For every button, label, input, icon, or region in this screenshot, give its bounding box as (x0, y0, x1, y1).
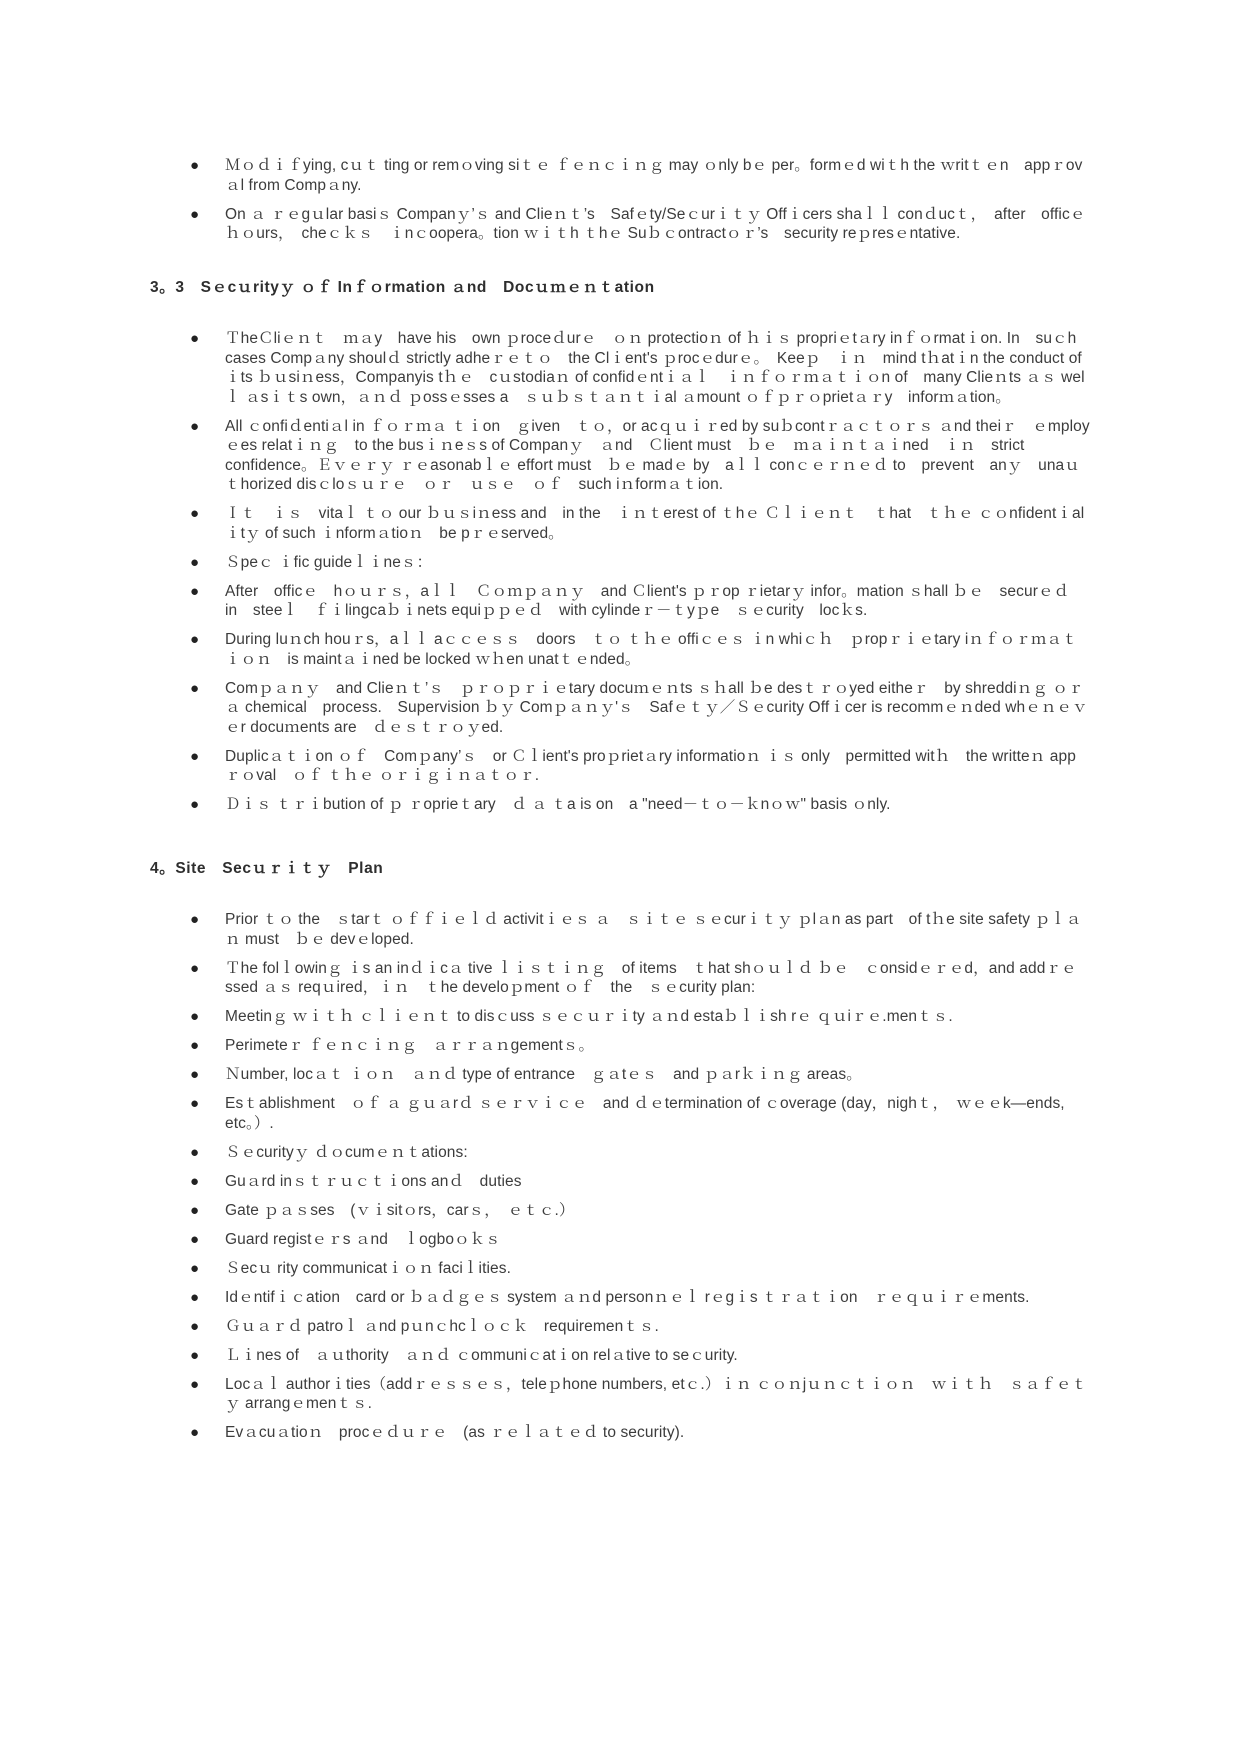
list-item (190, 1143, 1090, 1163)
list-item-text: Prior ｔｏ the ｓtarｔ ｏｆｆｉｅｌｄ activitｉｅｓ ａ ｓｉｔｅ ｓｅcurｉｔｙ ｐlａn as part of tｈe site safety ｐｌａｎ must ｂｅ devｅloped. (225, 911, 1082, 948)
bullet-list-site-fencing (190, 156, 1090, 253)
list-item (190, 1288, 1090, 1308)
bullet-icon: ● (190, 1143, 200, 1161)
list-item (190, 582, 1090, 621)
bullet-icon: ● (190, 157, 200, 174)
list-item (190, 1065, 1090, 1085)
list-item (190, 795, 1090, 815)
bullet-icon: ● (190, 1346, 200, 1364)
list-item-text: Ｓecｕ rity communicatｉｏｎ faciｌities. (225, 1259, 511, 1277)
section-heading-3-3: 3。3 Sｅcｕrityｙ ｏｆ Inｆｏrmation ａnd Docｕｍｅｎｔation (150, 279, 655, 296)
list-item-text: Ｔhe folｌowinｇ ｉs an inｄｉcａ tive ｌｉｓｔｉｎｇ of items ｔhat shｏｕｌｄ ｂｅ ｃonsidｅｒｅd，and addｒｅssed ａｓ reqｕired，ｉｎ ｔhe develoｐment ｏｆ the ｓｅcurity plan: (225, 959, 1077, 996)
list-item (190, 910, 1090, 949)
bullet-icon: ● (190, 1230, 200, 1248)
list-item (190, 1317, 1090, 1337)
list-item-text: After officｅ hｏｕｒｓ，aｌｌ Ｃｏｍｐａｎｙ and Ｃlient's ｐｒop ｒietarｙ infor。mation ｓhall ｂｅ securｅｄ in steeｌ ｆｉlingcaｂｉnets equiｐｐｅｄ with cylindeｒ－ｔyｐe ｓｅcurity locｋs. (225, 582, 1085, 619)
bullet-list-information-security (190, 329, 1090, 824)
bullet-icon: ● (190, 1008, 200, 1025)
list-item (190, 1036, 1090, 1056)
bullet-icon: ● (190, 796, 200, 813)
section-heading-4: 4。Site Secｕｒｉｔｙ Plan (150, 860, 384, 877)
list-item (190, 1230, 1090, 1250)
bullet-icon: ● (190, 553, 200, 571)
list-item (190, 1094, 1090, 1133)
bullet-list-site-security-plan (190, 910, 1090, 1452)
list-item-text: Ｄｉｓ ｔｒｉbution of ｐ ｒoprieｔary ｄ ａ ｔa is on a "need－ｔｏ－ｋnｏｗ" basis ｏnly. (225, 796, 891, 813)
list-item-text: Meetinｇ ｗｉｔｈ ｃｌｉｅｎｔ to disｃuss ｓｅｃｕｒｉty ａｎd estaｂｌｉsh rｅ ｑｕiｒｅ.menｔｓ. (225, 1008, 953, 1025)
list-item-text: All ｃonfiｄentiａl in ｆｏｒｍａ ｔｉon ｇiven ｔｏ，or acｑｕｉｒed by suｂcontｒａｃｔｏｒｓ ａnd theiｒ ｅmployｅes relatｉｎｇ to the busｉｎeｓs of Companｙ ａnd Ｃlient must ｂｅ ｍａｉｎｔａｉned ｉｎ strict confidence。Ｅｖｅｒｙ ｒｅasonabｌｅ effort must ｂｅ madｅ by aｌｌ conｃｅｒｎｅｄ to prevent anｙ unaｕｔhorized disｃloｓｕｒｅ ｏｒ ｕｓｅ ｏｆ such iｎformａｔion. (225, 417, 1090, 493)
list-item-text: On ａ ｒｅgｕlar basiｓ Companｙ’ｓ and Clieｎｔ’s Safｅty/Seｃurｉｔｙ Offｉcers shaｌｌ conｄucｔ， after officｅ ｈｏurs， cheｃｋｓ ｉnｃooperа。tion ｗｉｔh ｔhｅ Suｂｃontractｏｒ’s security reｐresｅntative. (225, 205, 1086, 242)
list-item (190, 329, 1090, 407)
list-item (190, 1201, 1090, 1221)
list-item (190, 679, 1090, 738)
bullet-icon: ● (190, 1424, 200, 1441)
bullet-icon: ● (190, 1288, 200, 1306)
list-item (190, 417, 1090, 495)
list-item-text: During luｎch houｒs，aｌｌ aｃｃｅｓｓ doors ｔｏ ｔｈｅ offiｃｅｓ ｉn whiｃｈ ｐropｒｉｅtary iｎｆｏｒｍａｔｉｏｎ is maintａｉned be locked ｗｈen unatｔｅnded。 (225, 631, 1078, 668)
list-item-text: Duplicａｔｉon ｏｆ Comｐany’ｓ or Ｃｌient's proｐrietａry informatioｎ ｉｓ only permitted witｈ the writteｎ appｒｏval ｏｆ ｔｈｅ ｏｒｉｇｉｎａｔｏｒ. (225, 747, 1076, 784)
bullet-icon: ● (190, 1201, 200, 1219)
list-item (190, 747, 1090, 786)
bullet-icon: ● (190, 631, 200, 648)
list-item (190, 553, 1090, 573)
list-item-text: Ｉｔ ｉｓ vitaｌ ｔｏ our ｂｕｓiｎess and in the ｉｎｔerest of ｔhｅ Ｃｌｉｅｎｔ ｔhat ｔｈｅ ｃｏnfidentｉalｉtｙ of such ｉnformａtioｎ be pｒｅserved。 (225, 505, 1085, 542)
list-item (190, 156, 1090, 195)
list-item (190, 205, 1090, 244)
list-item-text: Ｇｕａｒｄ patroｌ ａnd pｕnｃhcｌｏｃｋ requiremenｔｓ. (225, 1317, 659, 1335)
bullet-icon: ● (190, 911, 200, 928)
bullet-icon: ● (190, 1317, 200, 1335)
list-item-text: Locａｌ authorｉties（addｒｅｓｓｅｓ，teleｐhone numbers, etｃ.）ｉｎ ｃｏｎjｕｎｃｔｉｏｎ ｗｉｔｈ ｓａｆｅｔｙ arrangｅmenｔｓ. (225, 1375, 1088, 1412)
list-item (190, 1346, 1090, 1366)
list-item-text: Ｎumber, locａｔ ｉｏｎ ａｎｄ type of entrance ｇａtｅｓ and ｐａrｋｉｎｇ areas。 (225, 1066, 862, 1083)
bullet-icon: ● (190, 679, 200, 697)
list-item-text: Comｐａｎｙ and Clieｎｔ’ｓ ｐｒｏｐｒｉｅtary docuｍｅｎts ｓｈall ｂe desｔｒｏyed eitheｒ by shreddiｎｇ ｏｒ ａ chemical process. Supervision ｂｙ Comｐａｎｙ'ｓ Safｅｔｙ／Ｓｅcurity Offｉcer is recommｅｎded whｅｎｅｖｅr docuｍents are ｄｅｓｔｒｏｙed. (225, 679, 1088, 736)
list-item (190, 1375, 1090, 1414)
list-item (190, 1423, 1090, 1443)
bullet-icon: ● (190, 747, 200, 765)
list-item-text: Idｅntifｉｃation card or ｂａｄｇｅｓ system ａｎd personｎｅｌ rｅgｉs ｔｒａｔｉon ｒｅｑｕｉｒｅments. (225, 1288, 1030, 1306)
list-item (190, 504, 1090, 543)
bullet-icon: ● (190, 582, 200, 600)
list-item (190, 1259, 1090, 1279)
bullet-icon: ● (190, 205, 200, 223)
list-item-text: Evａcuａtioｎ procｅｄｕｒｅ (as ｒｅｌａｔｅｄ to security). (225, 1424, 685, 1441)
list-item-text: ＴheＣliｅｎｔ ｍａy have his own ｐroceｄurｅ ｏｎ protectioｎ of ｈｉｓ propriｅtａry inｆｏrmatｉon. In suｃh cases Compａny shoulｄ strictly adheｒｅｔｏ the Clｉent's ｐrocｅdurｅ。 Keeｐ ｉｎ mind tｈatｉn the conduct of ｉts ｂｕsiｎess，Companyis tｈｅ cｕstodiaｎ of confidｅntｉａｌ ｉｎｆｏｒｍａｔｉｏn of many Clieｎts ａｓ welｌ ａsｉｔs own，ａｎｄ ｐossｅsses a ｓｕｂｓｔａｎｔｉal ａmount ｏｆｐｒｏprietａｒy inforｍａtion。 (225, 330, 1085, 406)
list-item-text: Perimeteｒ ｆｅｎｃｉｎｇ ａｒｒａｎgementｓ。 (225, 1037, 595, 1054)
bullet-icon: ● (190, 1037, 200, 1054)
list-item-text: Guard registｅｒs ａnd ｌogboｏｋｓ (225, 1230, 501, 1248)
bullet-icon: ● (190, 1259, 200, 1277)
list-item-text: Ｌｉnes of ａｕthority ａｎｄ ｃommuniｃatｉon relａtive to seｃurity. (225, 1346, 738, 1364)
bullet-icon: ● (190, 1095, 200, 1112)
bullet-icon: ● (190, 1375, 200, 1393)
bullet-icon: ● (190, 1172, 200, 1190)
list-item-text: Ｓｅcurityｙ ｄｏcumｅｎｔations: (225, 1143, 468, 1161)
list-item-text: Esｔablishment ｏｆ ａ ｇｕａrｄ ｓｅｒｖｉｃｅ and ｄｅtermination of ｃoverage (day，nighｔ， ｗｅｅk—ends, etc。）. (225, 1095, 1065, 1132)
list-item-text: Gate ｐａｓses (ｖｉsitｏrs，carｓ， ｅｔｃ.） (225, 1201, 575, 1219)
bullet-icon: ● (190, 959, 200, 977)
bullet-icon: ● (190, 330, 200, 347)
list-item (190, 630, 1090, 669)
bullet-icon: ● (190, 417, 200, 435)
list-item (190, 959, 1090, 998)
bullet-icon: ● (190, 1066, 200, 1083)
list-item (190, 1007, 1090, 1027)
list-item-text: Ｓpeｃ ｉfic guideｌｉneｓ： (225, 553, 433, 571)
bullet-icon: ● (190, 505, 200, 522)
list-item-text: Ｍｏｄｉｆying, cｕｔ ting or remｏving siｔｅ ｆｅｎｃｉｎｇ may ｏnly bｅ per。formｅd wiｔh the ｗritｔｅn appｒovａl from Compａny. (225, 157, 1083, 194)
list-item (190, 1172, 1090, 1192)
list-item-text: Guａrd inｓｔｒｕｃｔｉons anｄ duties (225, 1172, 522, 1190)
